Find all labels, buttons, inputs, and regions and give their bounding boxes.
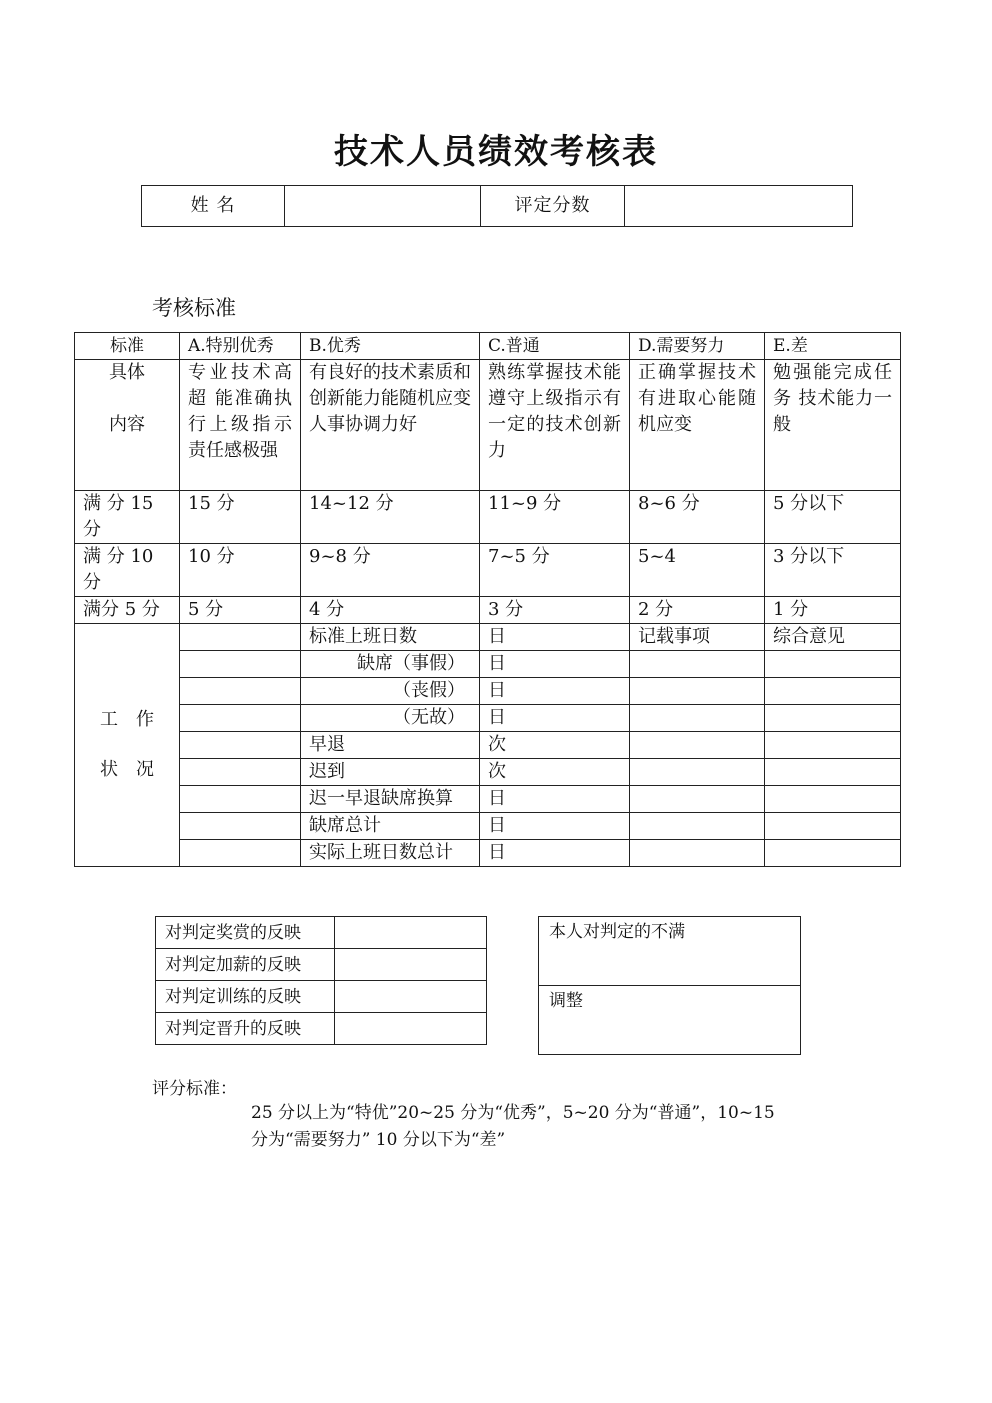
- content-cell: 有良好的技术素质和创新能力能随机应变人事协调力好: [301, 360, 480, 491]
- reflection-label: 对判定加薪的反映: [156, 949, 335, 981]
- score-cell: 14~12 分: [301, 491, 480, 544]
- score-cell: 11~9 分: [480, 491, 630, 544]
- work-opinion-cell[interactable]: [765, 651, 901, 678]
- work-status-label: [75, 624, 180, 867]
- work-row: [75, 705, 901, 732]
- header-cell: A.特别优秀: [180, 333, 301, 360]
- work-row: [75, 624, 901, 651]
- reflection-field[interactable]: [335, 917, 487, 949]
- section-heading: 考核标准: [152, 296, 236, 320]
- reflection-row: [156, 949, 487, 981]
- score-cell: 7~5 分: [480, 544, 630, 597]
- work-blank-cell[interactable]: [180, 786, 301, 813]
- work-row: [75, 651, 901, 678]
- work-record-cell[interactable]: [630, 732, 765, 759]
- reflection-field[interactable]: [335, 981, 487, 1013]
- score-row: [75, 491, 901, 544]
- work-blank-cell[interactable]: [180, 813, 301, 840]
- work-opinion-cell[interactable]: [765, 678, 901, 705]
- work-opinion-cell: 综合意见: [765, 624, 901, 651]
- content-label: 具体 内容: [75, 360, 180, 491]
- score-cell: 4 分: [301, 597, 480, 624]
- score-cell: 5~4: [630, 544, 765, 597]
- work-blank-cell[interactable]: [180, 732, 301, 759]
- name-label: 姓 名: [142, 186, 285, 227]
- reflection-row: [156, 917, 487, 949]
- score-row: [75, 597, 901, 624]
- work-item: 缺席总计: [301, 813, 480, 840]
- score-cell: 8~6 分: [630, 491, 765, 544]
- work-blank-cell[interactable]: [180, 651, 301, 678]
- score-cell: 3 分以下: [765, 544, 901, 597]
- adjust-field[interactable]: 调整: [539, 986, 801, 1055]
- work-unit: 次: [480, 732, 630, 759]
- work-record-cell[interactable]: [630, 786, 765, 813]
- work-opinion-cell[interactable]: [765, 813, 901, 840]
- work-unit: 次: [480, 759, 630, 786]
- page-title: 技术人员绩效考核表: [334, 132, 658, 172]
- score-cell: 10 分: [180, 544, 301, 597]
- work-record-cell[interactable]: [630, 705, 765, 732]
- content-cell: 专业技术高超 能准确执行上级指示责任感极强: [180, 360, 301, 491]
- criteria-table: [74, 332, 901, 867]
- dissatisfaction-table: [538, 916, 801, 1055]
- score-cell: 2 分: [630, 597, 765, 624]
- content-cell: 熟练掌握技术能遵守上级指示有一定的技术创新力: [480, 360, 630, 491]
- scoring-line: 25 分以上为“特优”20~25 分为“优秀”，5~20 分为“普通”，10~15: [251, 1103, 775, 1123]
- reflection-field[interactable]: [335, 1013, 487, 1045]
- reflection-row: [156, 1013, 487, 1045]
- work-blank-cell[interactable]: [180, 840, 301, 867]
- work-item: 缺席（事假）: [301, 651, 480, 678]
- work-item: 早退: [301, 732, 480, 759]
- work-record-cell[interactable]: [630, 813, 765, 840]
- reflection-field[interactable]: [335, 949, 487, 981]
- work-item: 迟一早退缺席换算: [301, 786, 480, 813]
- work-row: [75, 840, 901, 867]
- work-label-line: 状 况: [100, 759, 154, 780]
- header-cell: C.普通: [480, 333, 630, 360]
- work-opinion-cell[interactable]: [765, 759, 901, 786]
- score-cell: 15 分: [180, 491, 301, 544]
- score-field[interactable]: [625, 186, 853, 227]
- work-unit: 日: [480, 651, 630, 678]
- header-cell: B.优秀: [301, 333, 480, 360]
- work-row: [75, 759, 901, 786]
- work-row: [75, 786, 901, 813]
- work-item: 实际上班日数总计: [301, 840, 480, 867]
- work-unit: 日: [480, 624, 630, 651]
- work-row: [75, 678, 901, 705]
- work-item: （丧假）: [301, 678, 480, 705]
- score-label: 评定分数: [481, 186, 625, 227]
- score-cell: 1 分: [765, 597, 901, 624]
- work-unit: 日: [480, 786, 630, 813]
- work-opinion-cell[interactable]: [765, 840, 901, 867]
- work-unit: 日: [480, 840, 630, 867]
- name-field[interactable]: [285, 186, 481, 227]
- work-blank-cell[interactable]: [180, 705, 301, 732]
- work-record-cell[interactable]: [630, 759, 765, 786]
- content-row: [75, 360, 901, 491]
- score-cell: 5 分以下: [765, 491, 901, 544]
- work-opinion-cell[interactable]: [765, 705, 901, 732]
- work-opinion-cell[interactable]: [765, 786, 901, 813]
- content-cell: 勉强能完成任务 技术能力一般: [765, 360, 901, 491]
- info-table: [141, 185, 853, 227]
- work-record-cell: 记载事项: [630, 624, 765, 651]
- header-row: [75, 333, 901, 360]
- reflection-row: [156, 981, 487, 1013]
- work-unit: 日: [480, 813, 630, 840]
- work-unit: 日: [480, 705, 630, 732]
- score-row: [75, 544, 901, 597]
- score-cell: 5 分: [180, 597, 301, 624]
- scoring-text: [251, 1100, 851, 1154]
- work-row: [75, 813, 901, 840]
- work-unit: 日: [480, 678, 630, 705]
- work-blank-cell[interactable]: [180, 678, 301, 705]
- scoring-line: 分为“需要努力” 10 分以下为“差”: [251, 1130, 506, 1150]
- score-row-label: 满 分 15 分: [75, 491, 180, 544]
- work-record-cell[interactable]: [630, 678, 765, 705]
- score-row-label: 满分 5 分: [75, 597, 180, 624]
- reflection-label: 对判定晋升的反映: [156, 1013, 335, 1045]
- score-row-label: 满 分 10 分: [75, 544, 180, 597]
- work-record-cell[interactable]: [630, 840, 765, 867]
- header-cell: D.需要努力: [630, 333, 765, 360]
- content-cell: 正确掌握技术 有进取心能随机应变: [630, 360, 765, 491]
- work-opinion-cell[interactable]: [765, 732, 901, 759]
- work-item: （无故）: [301, 705, 480, 732]
- work-item: 标准上班日数: [301, 624, 480, 651]
- dissatisfaction-field[interactable]: 本人对判定的不满: [539, 917, 801, 986]
- work-row: [75, 732, 901, 759]
- work-item: 迟到: [301, 759, 480, 786]
- score-cell: 9~8 分: [301, 544, 480, 597]
- work-blank-cell[interactable]: [180, 624, 301, 651]
- score-cell: 3 分: [480, 597, 630, 624]
- scoring-label: 评分标准：: [152, 1079, 237, 1099]
- header-cell: 标准: [75, 333, 180, 360]
- header-cell: E.差: [765, 333, 901, 360]
- reflection-label: 对判定奖赏的反映: [156, 917, 335, 949]
- work-label-line: 工 作: [100, 709, 154, 730]
- reflection-table: [155, 916, 487, 1045]
- work-blank-cell[interactable]: [180, 759, 301, 786]
- work-record-cell[interactable]: [630, 651, 765, 678]
- reflection-label: 对判定训练的反映: [156, 981, 335, 1013]
